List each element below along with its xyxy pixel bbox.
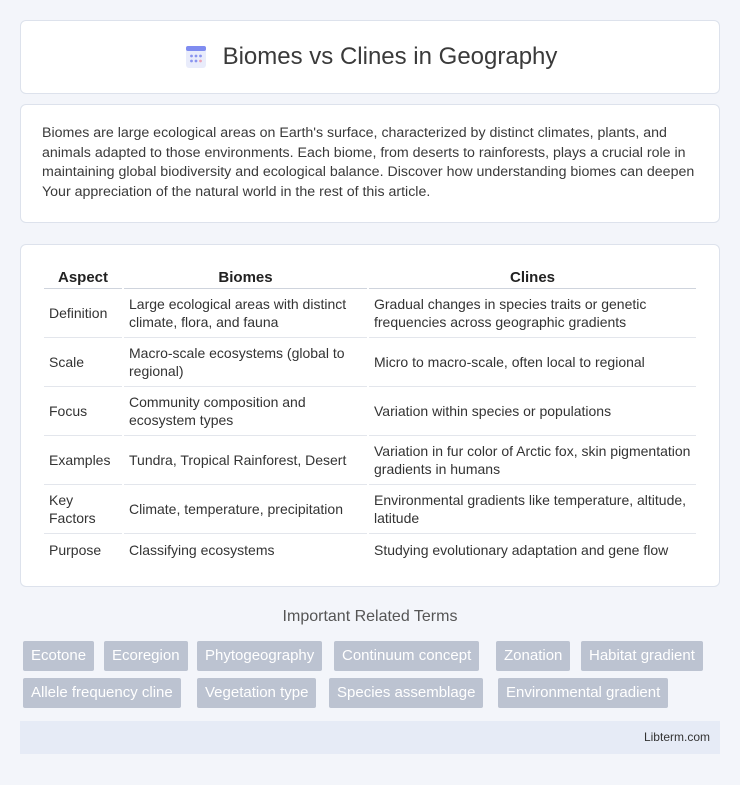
document-grid-icon [183,44,209,70]
table-row [44,387,696,436]
cell-biomes: Macro-scale ecosystems (global to regional) [124,338,367,387]
related-terms-heading: Important Related Terms [282,608,458,625]
related-term-tag[interactable]: Continuum concept [334,641,479,671]
related-term-tag[interactable]: Habitat gradient [581,641,703,671]
related-term-tag[interactable]: Phytogeography [197,641,322,671]
cell-biomes: Large ecological areas with distinct climate, flora, and fauna [124,289,367,338]
comparison-table [42,265,698,565]
related-term-tag[interactable]: Vegetation type [197,678,316,708]
related-term-tag[interactable]: Allele frequency cline [23,678,181,708]
cell-biomes: Tundra, Tropical Rainforest, Desert [124,436,367,485]
footer [20,721,720,754]
intro-text: Biomes are large ecological areas on Earth's surface, characterized by distinct climates, plants, and animals adapted to those environments. Each biome, from deserts to rainforests, plays a crucial role in maintaining global biodiversity and ecological balance. Discover how understanding biomes can deepen Your appreciation of the natural world in the rest of this article. [42,125,695,200]
cell-aspect: Focus [44,387,122,436]
table-row [44,289,696,338]
cell-clines: Micro to macro-scale, often local to regional [369,338,696,387]
related-term-tag[interactable]: Species assemblage [329,678,483,708]
cell-aspect: Definition [44,289,122,338]
comparison-table-card [20,244,720,587]
table-row [44,534,696,565]
table-row [44,436,696,485]
related-term-tag[interactable]: Zonation [496,641,570,671]
footer-brand-link[interactable]: Libterm.com [643,730,710,744]
related-term-tag[interactable]: Ecotone [23,641,94,671]
header-aspect: Aspect [44,265,122,289]
header-card [20,20,720,94]
cell-clines: Gradual changes in species traits or genetic frequencies across geographic gradients [369,289,696,338]
cell-aspect: Examples [44,436,122,485]
page-title: Biomes vs Clines in Geography [222,43,558,70]
cell-clines: Environmental gradients like temperature, altitude, latitude [369,485,696,534]
cell-clines: Studying evolutionary adaptation and gene flow [374,541,669,558]
cell-biomes: Community composition and ecosystem types [124,387,367,436]
table-row [44,338,696,387]
cell-clines: Variation within species or populations [369,387,696,436]
cell-biomes: Climate, temperature, precipitation [124,485,367,534]
header-clines: Clines [369,265,696,289]
table-row [44,485,696,534]
cell-aspect: Key Factors [44,485,122,534]
header-biomes: Biomes [124,265,367,289]
related-term-tag[interactable]: Ecoregion [104,641,188,671]
cell-aspect: Purpose [49,541,102,558]
cell-clines: Variation in fur color of Arctic fox, skin pigmentation gradients in humans [369,436,696,485]
cell-aspect: Scale [44,338,122,387]
related-term-tag[interactable]: Environmental gradient [498,678,668,708]
intro-card [20,104,720,223]
cell-biomes: Classifying ecosystems [129,541,275,558]
